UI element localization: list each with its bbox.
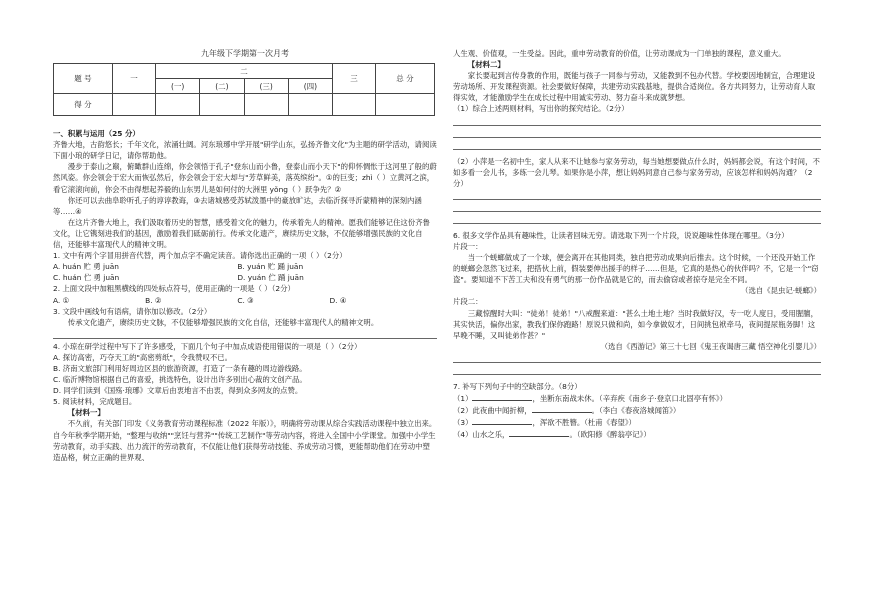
passage-paragraph: 齐鲁大地，古韵悠长；千年文化，浓涌壮阔。河东琅琊中学开展"研学山东，弘扬齐鲁文化"为主题的研学活动，请阅读下面小琅的研学日记，请你帮助他。 <box>53 140 437 161</box>
sub-header-4: (四) <box>288 79 332 94</box>
fragment-2-source: （选自《西游记》第三十七回《鬼王夜谒唐三藏 悟空神化引婴儿》） <box>600 341 821 351</box>
fragment-1-source: （选自《昆虫记·蜣螂》） <box>741 286 821 296</box>
question-4: 4. 小琼在研学过程中写下了许多感受，下面几个句子中加点成语使用错误的一项是（ ）（2分） <box>53 341 362 351</box>
header-part-2: 二 <box>156 64 333 79</box>
option: A. 探访高密，巧夺天工的"高密剪纸"，令我赞叹不已。 <box>53 352 233 362</box>
score-row-label: 得 分 <box>54 94 113 116</box>
answer-line[interactable] <box>453 128 821 138</box>
fill-item-4 <box>453 428 821 440</box>
option: A. huán 贮 勇 juān <box>53 262 119 272</box>
fragment-2-text: 三藏惊醒时大叫："徒弟！徒弟！"八戒醒来道："甚么土地土地？当时我做好汉，专一吃人度日，受用腥膻，其实快活，偏你出家，教我们保你跑路！原说只做和尚，如今拿做奴才，日间挑包袱牵马，夜间提尿瓶务脚！这早晚不睡，又叫徒弟作甚？" <box>453 308 818 340</box>
fill-item-1 <box>453 392 821 404</box>
fill-suffix: ，坐断东南战未休。（辛弃疾《南乡子·登京口北固亭有怀》） <box>532 393 727 403</box>
option: C. ③ <box>237 295 254 305</box>
material-1-continued: 人生观、价值观，一生受益。因此，重申劳动教育的价值，让劳动课成为一门单独的课程，意义重大。 <box>453 49 786 58</box>
question-1-options <box>53 261 437 283</box>
score-cell <box>333 94 376 116</box>
option: B. 济南文旅部门利用好周边区县的旅游资源，打造了一条有趣的周边游线路。 <box>53 363 307 373</box>
left-column <box>53 48 437 463</box>
header-question-no: 题 号 <box>54 64 113 94</box>
material-2-label: 【材料二】 <box>467 60 505 70</box>
sub-header-2: (二) <box>200 79 244 94</box>
fragment-1-text: 当一个蜣螂做成了一个球，便会离开在其他同类，独自把劳动成果向后推去。这个时候，一个还没开始工作的蜣螂会忽然飞过来，把搭伙上前，假装要伸出援手的样子……但是，它真的是热心的伙伴吗？不，它是一个"窃盗"。要知道不下苦工夫和没有勇气的那一份作品就是它的，而去偷窃或者掠夺是完全不同。 <box>453 253 819 285</box>
answer-line[interactable] <box>453 202 821 212</box>
question-6: 6. 很多文学作品具有趣味性，让读者回味无穷。请选取下列一个片段，说说趣味性体现在哪里。（3分） <box>453 230 789 240</box>
answer-line[interactable] <box>53 329 437 339</box>
option: D. ④ <box>329 295 347 305</box>
fill-prefix: （3） <box>453 418 473 428</box>
score-cell <box>156 94 200 116</box>
question-2: 2. 上面文段中加粗黑横线的四处标点符号，使用正确的一项是（ ）（2分） <box>53 284 295 294</box>
sub-header-1: (一) <box>156 79 200 94</box>
option: C. 临沂博物馆根据自己的喜爱，挑选特色，设计出许多别出心裁的文创产品。 <box>53 375 307 385</box>
passage-paragraph: 在这片齐鲁大地上，我们汲取着历史的智慧，感受着文化的魅力，传承着先人的精神。愿我们能够记住这份齐鲁文化，让它镌刻进我们的基因，激励着我们砥砺前行。传承文化遗产，赓续历史文脉，不仅能够增强民族的文化自信，还能够丰富现代人的精神文明。 <box>53 217 430 250</box>
question-1: 1. 文中有两个字冒用拼音代替，两个加点字不确定读音。请你选出正确的一项（ ）（2分） <box>53 251 347 261</box>
option: D. 同学们读到《国殇·琅琊》文章后由衷地言不由衷，得到众多网友的点赞。 <box>53 386 303 396</box>
right-column <box>453 48 821 440</box>
header-total: 总 分 <box>376 64 435 94</box>
answer-line[interactable] <box>453 190 821 200</box>
material-1-label: 【材料一】 <box>67 408 105 418</box>
fragment-1-label: 片段一： <box>453 241 483 251</box>
section-heading: 一、积累与运用（25 分） <box>53 129 140 139</box>
question-2-options <box>53 295 437 306</box>
score-table <box>53 63 435 116</box>
answer-line[interactable] <box>453 365 821 375</box>
option: A. ① <box>53 295 70 305</box>
answer-line[interactable] <box>453 140 821 150</box>
fill-blank[interactable] <box>472 416 532 425</box>
fill-suffix: ，浑欲不胜簪。（杜甫《春望》） <box>532 418 636 428</box>
question-3-quote: 传承文化遗产，赓续历史文脉，不仅能够增强民族的文化自信，还能够丰富现代人的精神文明。 <box>67 317 379 327</box>
question-7: 7. 补写下列句子中的空缺部分。（8分） <box>453 381 582 391</box>
score-cell <box>113 94 156 116</box>
fragment-2-label: 片段二： <box>453 297 483 307</box>
score-cell <box>244 94 288 116</box>
header-part-1: 一 <box>113 64 156 94</box>
score-cell <box>288 94 332 116</box>
fill-prefix: （4）山水之乐， <box>453 430 510 440</box>
question-5-2: （2）小萍是一名初中生，家人从来不让她参与家务劳动，每当她想要做点什么时，妈妈都会说，有这个时间，不如多看一会儿书，多练一会儿琴。如果你是小萍，想让妈妈同意自己参与家务劳动，应该怎样和妈妈沟通？（2分） <box>453 156 820 188</box>
passage-paragraph: 你还可以去曲阜聆听孔子的谆谆教诲，③去诸城感受苏轼泼墨中的豪放旷达，去临沂探寻沂蒙精神的深刻内涵等……④ <box>53 195 422 216</box>
score-cell <box>376 94 435 116</box>
fill-item-2 <box>453 404 821 416</box>
option: B. yuán 贮 踊 juān <box>237 262 304 272</box>
material-2-text: 家长要起到言传身教的作用，既能与孩子一同参与劳动，又能教到不包办代替。学校要因地制宜，合理建设劳动场所、开发课程资源。社会要做好保障，共建劳动实践基地，提供合适岗位。各方共同努力，让劳动育人取得实效，才能激励学生在成长过程中用诚实劳动、努力奋斗来成就梦想。 <box>453 71 816 103</box>
option: B. ② <box>145 295 162 305</box>
fill-blank[interactable] <box>532 404 592 413</box>
answer-line[interactable] <box>453 353 821 363</box>
answer-line[interactable] <box>453 116 821 126</box>
option: D. yuán 伫 踊 juān <box>237 273 304 283</box>
question-3: 3. 文段中画线句有语病，请你加以修改。（2分） <box>53 306 212 316</box>
score-cell <box>200 94 244 116</box>
header-part-3: 三 <box>333 64 376 94</box>
fill-prefix: （1） <box>453 393 473 403</box>
fill-suffix: 。（欧阳修《醉翁亭记》） <box>569 430 651 440</box>
answer-line[interactable] <box>453 214 821 224</box>
fill-blank[interactable] <box>509 428 569 437</box>
exam-title: 九年级下学期第一次月考 <box>201 49 289 58</box>
question-5: 5. 阅读材料，完成题目。 <box>53 397 137 407</box>
material-1-text: 不久前，有关部门印发《义务教育劳动课程标准（2022 年版）》，明确将劳动课从综合实践活动课程中独立出来。自今年秋季学期开始，"整理与收纳""烹饪与营养""传统工艺制作"等劳动内容，将进入全国中小学课堂。加强中小学生劳动教育，动手实践、出力流汗的劳动教育，不仅能让他们获得劳动技能、养成劳动习惯，更能帮助他们在劳动中塑造品格，树立正确的世界观、 <box>53 419 437 462</box>
fill-prefix: （2）此夜曲中闻折柳， <box>453 406 532 416</box>
option: C. huán 伫 勇 juān <box>53 273 120 283</box>
fill-suffix: 。（李白《春夜洛城闻笛》） <box>591 406 681 416</box>
fill-item-3 <box>453 416 821 428</box>
passage-paragraph: 漫步于泰山之巅，俯瞰群山连绵，你会领悟于孔子"登东山而小鲁，登泰山而小天下"的仰怀惆怅于这河里了般的蔚然风姿。你会领会于宏大而恢弘然后，你会领会于宏大却与"芳草鲜美，落英缤纷"。①的巨变；zhì（ ）立黄河之滨，看它滚滚向前，你会不由得想起养毅的山东男儿是如何付的大洲里 yǒng（ ）跃争先？② <box>53 162 437 194</box>
question-5-1: （1）综合上述两则材料，写出你的探究结论。（2分） <box>453 104 629 114</box>
fill-blank[interactable] <box>472 392 532 401</box>
sub-header-3: (三) <box>244 79 288 94</box>
